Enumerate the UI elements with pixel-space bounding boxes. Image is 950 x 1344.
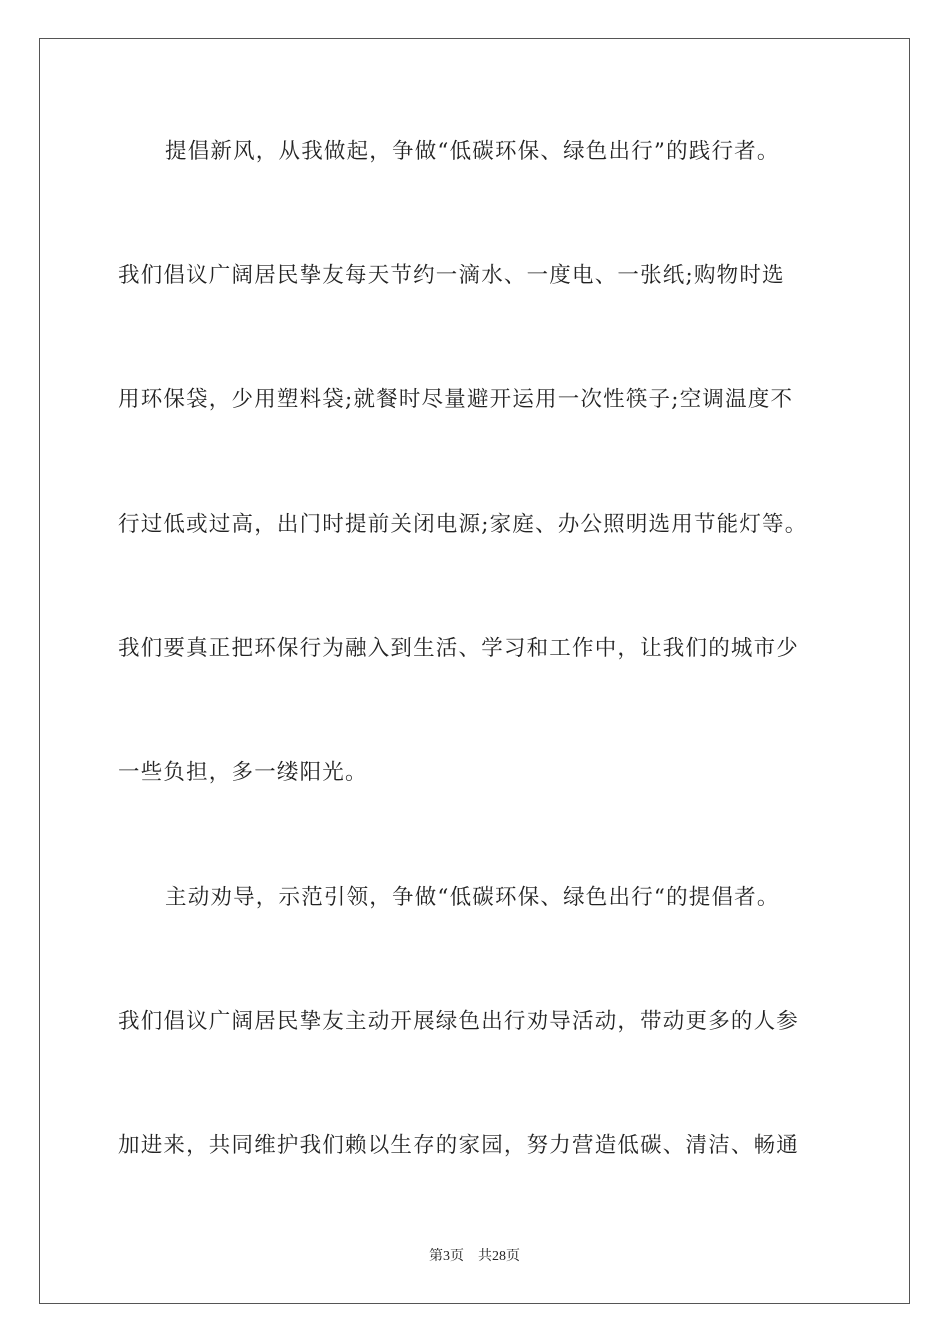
page-footer bbox=[40, 1250, 909, 1264]
paragraph-line: 主动劝导，示范引领，争做“低碳环保、绿色出行“的提倡者。 bbox=[165, 885, 780, 910]
paragraph-line: 我们倡议广阔居民挚友主动开展绿色出行劝导活动，带动更多的人参 bbox=[118, 1009, 800, 1034]
document-page bbox=[39, 38, 910, 1304]
paragraph-line: 行过低或过高，出门时提前关闭电源;家庭、办公照明选用节能灯等。 bbox=[118, 512, 808, 537]
paragraph-line: 我们倡议广阔居民挚友每天节约一滴水、一度电、一张纸;购物时选 bbox=[118, 263, 785, 288]
paragraph-line: 加进来，共同维护我们赖以生存的家园，努力营造低碳、清洁、畅通 bbox=[118, 1133, 800, 1158]
paragraph-line: 我们要真正把环保行为融入到生活、学习和工作中，让我们的城市少 bbox=[118, 636, 800, 661]
paragraph-line: 一些负担，多一缕阳光。 bbox=[118, 760, 368, 785]
page-number: 第3页 bbox=[429, 1249, 464, 1264]
page-total: 共28页 bbox=[478, 1249, 520, 1264]
paragraph-line: 提倡新风，从我做起，争做“低碳环保、绿色出行”的践行者。 bbox=[165, 139, 780, 164]
paragraph-line: 用环保袋，少用塑料袋;就餐时尽量避开运用一次性筷子;空调温度不 bbox=[118, 387, 794, 412]
